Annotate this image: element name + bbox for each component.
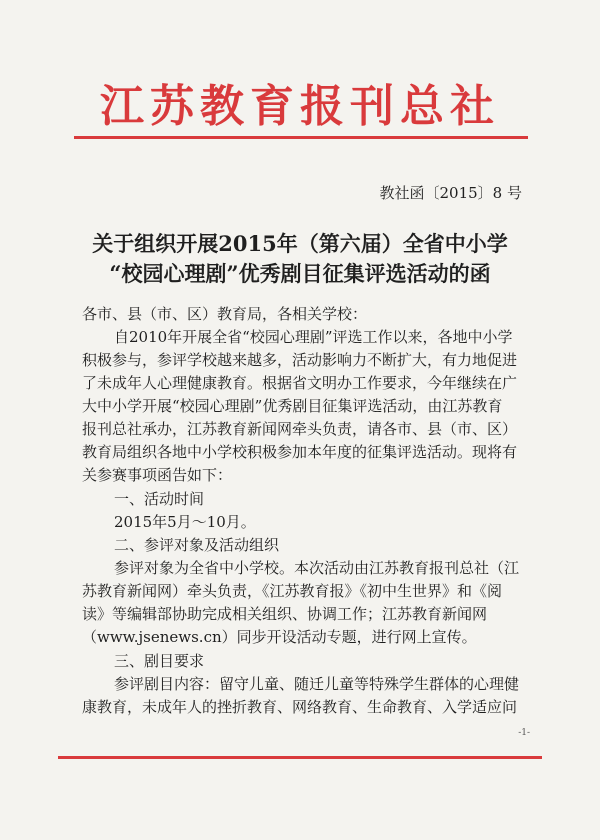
- section-heading-3: 三、剧目要求: [114, 652, 205, 670]
- body-line: 报刊总社承办，江苏教育新闻网牵头负责，请各市、县（市、区）: [82, 420, 518, 438]
- section-heading-1: 一、活动时间: [114, 490, 205, 508]
- body-line: 大中小学开展“校园心理剧”优秀剧目征集评选活动，由江苏教育: [82, 397, 503, 415]
- body-line: 积极参与，参评学校越来越多，活动影响力不断扩大，有力地促进: [82, 351, 518, 369]
- letterhead-red-rule: [74, 136, 528, 139]
- body-line: 关参赛事项函告如下：: [82, 466, 233, 484]
- body-line: 自2010年开展全省“校园心理剧”评选工作以来，各地中小学: [114, 328, 513, 346]
- section-heading-2: 二、参评对象及活动组织: [114, 536, 280, 554]
- salutation: 各市、县（市、区）教育局，各相关学校：: [82, 305, 368, 323]
- body-line: 2015年5月～10月。: [114, 513, 256, 531]
- body-line: 参评对象为全省中小学校。本次活动由江苏教育报刊总社（江: [114, 559, 520, 577]
- page-number: -1-: [518, 728, 530, 738]
- body-line: （www.jsenews.cn）同步开设活动专题，进行网上宣传。: [82, 628, 477, 646]
- body-line: 读》等编辑部协助完成相关组织、协调工作；江苏教育新闻网: [82, 605, 488, 623]
- body-line: 苏教育新闻网）牵头负责，《江苏教育报》《初中生世界》和《阅: [82, 582, 503, 600]
- document-title-line-1: 关于组织开展2015年（第六届）全省中小学: [92, 231, 508, 256]
- letterhead-title: 江苏教育报刊总社: [100, 81, 500, 132]
- footer-red-rule: [58, 756, 542, 759]
- body-line: 康教育，未成年人的挫折教育、网络教育、生命教育、入学适应问: [82, 698, 518, 716]
- body-line: 了未成年人心理健康教育。根据省文明办工作要求，今年继续在广: [82, 374, 518, 392]
- body-line: 参评剧目内容：留守儿童、随迁儿童等特殊学生群体的心理健: [114, 675, 520, 693]
- document-number: 教社函〔2015〕8 号: [379, 184, 522, 202]
- body-line: 教育局组织各地中小学校积极参加本年度的征集评选活动。现将有: [82, 443, 518, 461]
- document-title-line-2: “校园心理剧”优秀剧目征集评选活动的函: [109, 261, 491, 286]
